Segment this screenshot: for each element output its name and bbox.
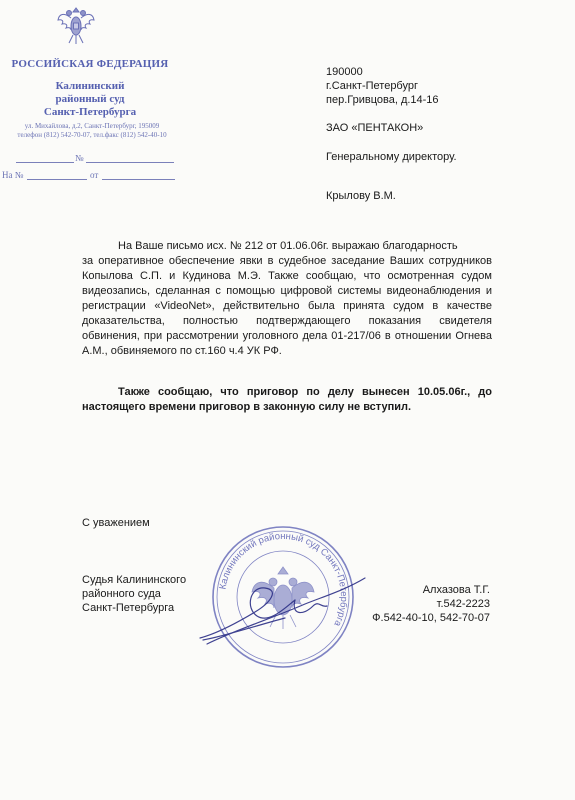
reference-number-line [27, 179, 87, 180]
court-name-line: Калининский [55, 80, 125, 92]
handwritten-signature [195, 560, 405, 650]
stamp-text: Калининский районный суд Санкт-Петербурга [217, 530, 350, 628]
recipient-name: Крылову В.М. [326, 190, 396, 202]
court-name-line: Санкт-Петербурга [43, 106, 137, 118]
signer-fax: Ф.542-40-10, 542-70-07 [372, 612, 490, 624]
recipient-address [326, 65, 439, 107]
body-paragraph-2: Также сообщаю, что приговор по делу вынесен 10.05.06г., до настоящего времени приговор в законную силу не вступил. [82, 386, 492, 413]
closing-regards: С уважением [82, 517, 150, 529]
court-name-line: районный суд [55, 93, 125, 105]
number-line [86, 162, 174, 163]
reference-label: На № [2, 170, 24, 180]
paragraph-continuation: за оперативное обеспечение явки в судебное заседание Ваших сотрудников Копылова С.П. и Кудинова М.Э. Также сообщаю, что осмотренная судом видеозапись, сделанная с помощью цифровой системы видеонаблюдения и регистрации «VideoNet», действительно была принята судом в качестве доказательства, полностью подтверждающего показания свидетеля обвинения, при рассмотрении уголовного дела 01-217/06 в отношении Огнева А.М., обвиняемого по ст.160 ч.4 УК РФ. [82, 255, 492, 357]
reference-date-label: от [90, 170, 99, 180]
reference-date-line [102, 179, 175, 180]
recipient-company: ЗАО «ПЕНТАКОН» [326, 122, 424, 134]
letterhead-court-name [0, 80, 190, 119]
paragraph-first-line: На Ваше письмо исх. № 212 от 01.06.06г. выражаю благодарность [118, 240, 458, 252]
signer-name: Алхазова Т.Г. [422, 584, 490, 596]
recipient-zip: 190000 [326, 66, 363, 78]
signer-title-line: Судья Калининского [82, 574, 187, 586]
letterhead-country: РОССИЙСКАЯ ФЕДЕРАЦИЯ [11, 58, 169, 70]
signer-title-line: районного суда [82, 588, 161, 600]
recipient-street: пер.Гривцова, д.14-16 [326, 94, 439, 106]
address-line: телефон (812) 542-70-07, тел.факс (812) 542-40-10 [17, 131, 167, 139]
recipient-position: Генеральному директору. [326, 151, 457, 163]
number-label: № [75, 153, 84, 163]
letterhead-address [0, 122, 192, 140]
address-line: ул. Михайлова, д.2, Санкт-Петербург, 195009 [24, 122, 160, 130]
recipient-city: г.Санкт-Петербург [326, 80, 418, 92]
signer-phone: т.542-2223 [436, 598, 490, 610]
body-paragraph-1 [82, 239, 492, 359]
double-headed-eagle-icon [56, 2, 96, 48]
signer-title [82, 573, 186, 615]
date-line [16, 162, 74, 163]
signer-title-line: Санкт-Петербурга [82, 602, 175, 614]
